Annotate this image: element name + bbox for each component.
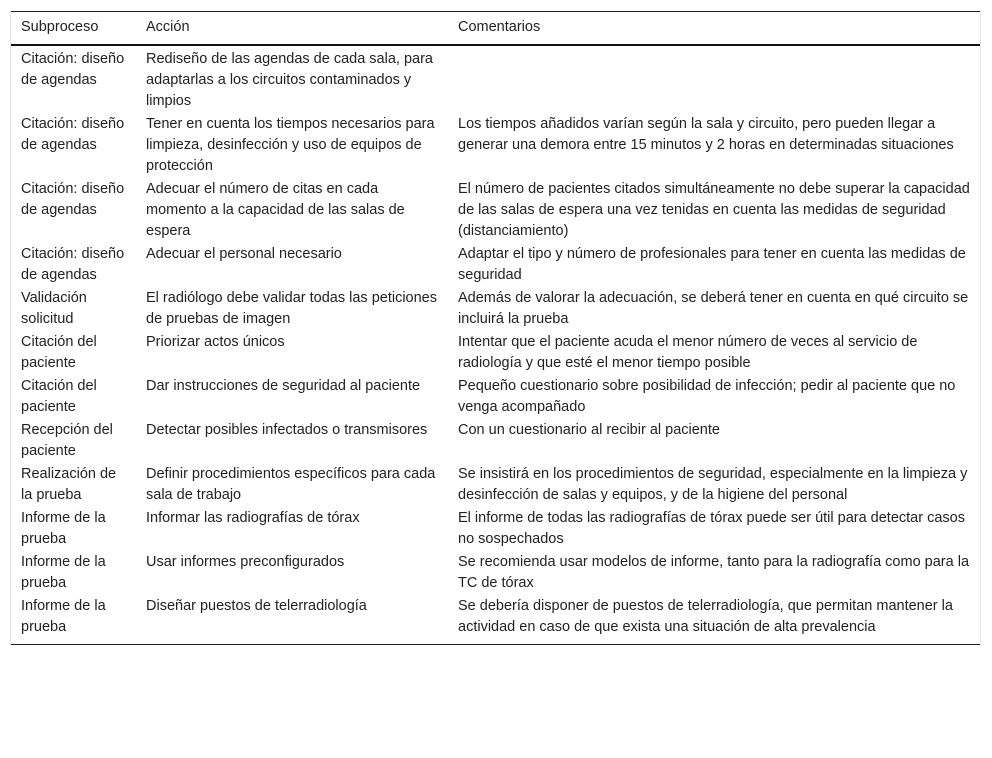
table-row xyxy=(11,419,980,463)
cell-subproceso: Citación: diseño de agendas xyxy=(21,181,125,218)
data-table-container xyxy=(10,11,981,645)
cell-subproceso: Citación: diseño de agendas xyxy=(21,51,125,88)
cell-subproceso: Realización de la prueba xyxy=(21,466,117,503)
table-row xyxy=(11,551,980,595)
cell-comentarios: Con un cuestionario al recibir al paciente xyxy=(458,422,720,438)
table-row xyxy=(11,113,980,178)
cell-comentarios: Además de valorar la adecuación, se deberá tener en cuenta en qué circuito se incluirá la prueba xyxy=(458,290,969,327)
cell-subproceso: Citación del paciente xyxy=(21,378,97,415)
cell-accion: Adecuar el número de citas en cada momento a la capacidad de las salas de espera xyxy=(146,181,405,239)
cell-subproceso: Citación: diseño de agendas xyxy=(21,116,125,153)
cell-comentarios: El informe de todas las radiografías de tórax puede ser útil para detectar casos no sospechados xyxy=(458,510,965,547)
cell-subproceso: Informe de la prueba xyxy=(21,598,106,635)
cell-comentarios: Pequeño cuestionario sobre posibilidad de infección; pedir al paciente que no venga acompañado xyxy=(458,378,956,415)
cell-subproceso: Informe de la prueba xyxy=(21,554,106,591)
cell-subproceso: Validación solicitud xyxy=(21,290,87,327)
cell-accion: Informar las radiografías de tórax xyxy=(146,510,360,526)
cell-accion: Usar informes preconfigurados xyxy=(146,554,345,570)
table-row xyxy=(11,331,980,375)
table-row xyxy=(11,595,980,645)
cell-accion: Definir procedimientos específicos para cada sala de trabajo xyxy=(146,466,436,503)
header-subproceso: Subproceso xyxy=(21,19,99,35)
cell-subproceso: Citación del paciente xyxy=(21,334,97,371)
header-accion: Acción xyxy=(146,19,190,35)
table-header xyxy=(11,12,980,46)
cell-subproceso: Recepción del paciente xyxy=(21,422,113,459)
cell-accion: Rediseño de las agendas de cada sala, para adaptarlas a los circuitos contaminados y limpios xyxy=(146,51,433,109)
cell-accion: El radiólogo debe validar todas las peticiones de pruebas de imagen xyxy=(146,290,437,327)
header-comentarios: Comentarios xyxy=(458,19,541,35)
table-row xyxy=(11,287,980,331)
cell-accion: Diseñar puestos de telerradiología xyxy=(146,598,367,614)
cell-comentarios xyxy=(448,45,980,113)
cell-accion: Adecuar el personal necesario xyxy=(146,246,342,262)
table-row xyxy=(11,507,980,551)
cell-subproceso: Informe de la prueba xyxy=(21,510,106,547)
cell-accion: Priorizar actos únicos xyxy=(146,334,285,350)
cell-comentarios: Los tiempos añadidos varían según la sala y circuito, pero pueden llegar a generar una demora entre 15 minutos y 2 horas en determinadas situaciones xyxy=(458,116,954,153)
cell-comentarios: Se debería disponer de puestos de telerradiología, que permitan mantener la actividad en caso de que exista una situación de alta prevalencia xyxy=(458,598,953,635)
cell-comentarios: Intentar que el paciente acuda el menor número de veces al servicio de radiología y que esté el menor tiempo posible xyxy=(458,334,918,371)
cell-comentarios: El número de pacientes citados simultáneamente no debe superar la capacidad de las salas de espera una vez tenidas en cuenta las medidas de seguridad (distanciamiento) xyxy=(458,181,970,239)
cell-accion: Dar instrucciones de seguridad al paciente xyxy=(146,378,421,394)
cell-comentarios: Se recomienda usar modelos de informe, tanto para la radiografía como para la TC de tórax xyxy=(458,554,970,591)
table-row xyxy=(11,243,980,287)
table-row xyxy=(11,375,980,419)
process-actions-table xyxy=(11,11,980,645)
cell-comentarios: Se insistirá en los procedimientos de seguridad, especialmente en la limpieza y desinfección de salas y equipos, y de la higiene del personal xyxy=(458,466,968,503)
cell-comentarios: Adaptar el tipo y número de profesionales para tener en cuenta las medidas de seguridad xyxy=(458,246,966,283)
header-row xyxy=(11,12,980,46)
table-row xyxy=(11,178,980,243)
cell-accion: Detectar posibles infectados o transmisores xyxy=(146,422,428,438)
cell-accion: Tener en cuenta los tiempos necesarios para limpieza, desinfección y uso de equipos de protección xyxy=(146,116,435,174)
table-row xyxy=(11,463,980,507)
table-row xyxy=(11,45,980,113)
cell-subproceso: Citación: diseño de agendas xyxy=(21,246,125,283)
table-body xyxy=(11,45,980,645)
